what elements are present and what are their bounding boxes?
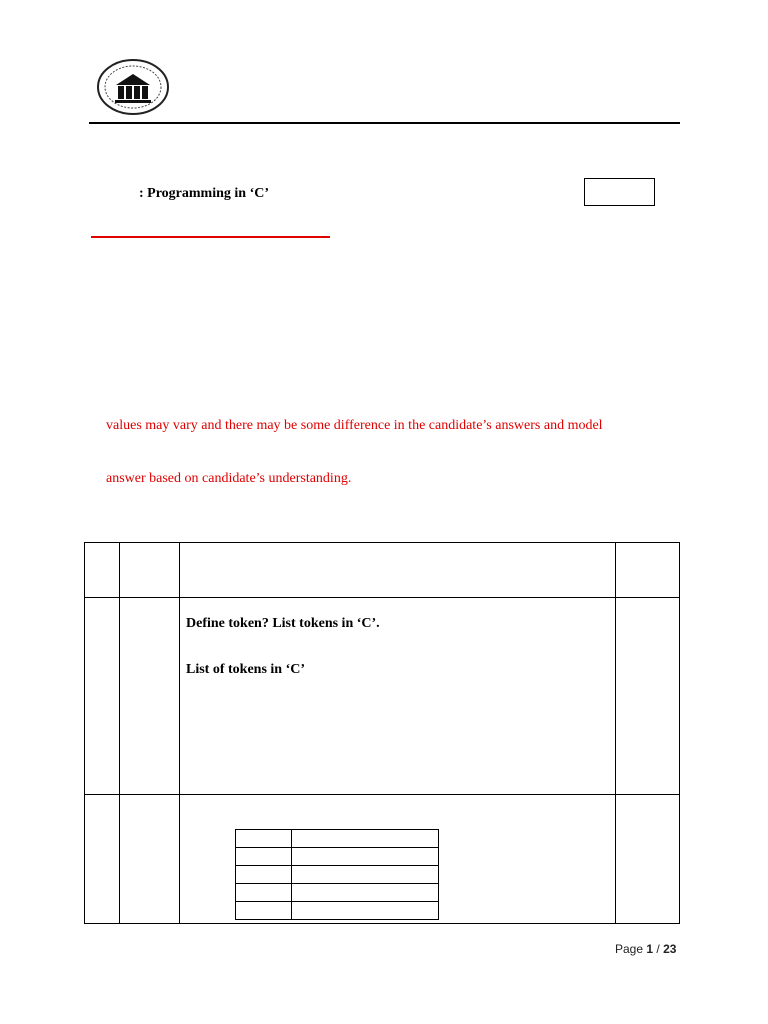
- answer-cell: [180, 598, 616, 795]
- table-header-row: [85, 543, 680, 598]
- header-rule: [89, 122, 680, 124]
- inner-table-row: [236, 866, 439, 884]
- table-row: [85, 598, 680, 795]
- instruction-note-line-1: values may vary and there may be some difference in the candidate’s answers and model: [106, 418, 603, 433]
- subject-code-box: [584, 178, 655, 206]
- inner-table-row: [236, 830, 439, 848]
- page-indicator: [615, 942, 676, 956]
- answer-table: [84, 542, 680, 924]
- inner-table-row: [236, 848, 439, 866]
- institution-seal-icon: [96, 58, 170, 116]
- answer-heading: List of tokens in ‘C’: [186, 662, 306, 677]
- page-separator: /: [656, 942, 660, 956]
- answer-cell: [180, 795, 616, 924]
- page-total: 23: [663, 942, 677, 956]
- page-word: Page: [615, 942, 644, 956]
- inner-table-row: [236, 884, 439, 902]
- table-row: [85, 795, 680, 924]
- header-cell-marks: [616, 543, 680, 598]
- red-underline: [91, 236, 330, 238]
- inner-table: [235, 829, 439, 920]
- instruction-note-line-2: answer based on candidate’s understanding.: [106, 471, 352, 486]
- header-cell-subqno: [120, 543, 180, 598]
- inner-table-row: [236, 902, 439, 920]
- subject-title: : Programming in ‘C’: [139, 186, 269, 201]
- header-cell-qno: [85, 543, 120, 598]
- page-current: 1: [646, 942, 654, 956]
- header-cell-answer: [180, 543, 616, 598]
- question-text: Define token? List tokens in ‘C’.: [186, 616, 380, 631]
